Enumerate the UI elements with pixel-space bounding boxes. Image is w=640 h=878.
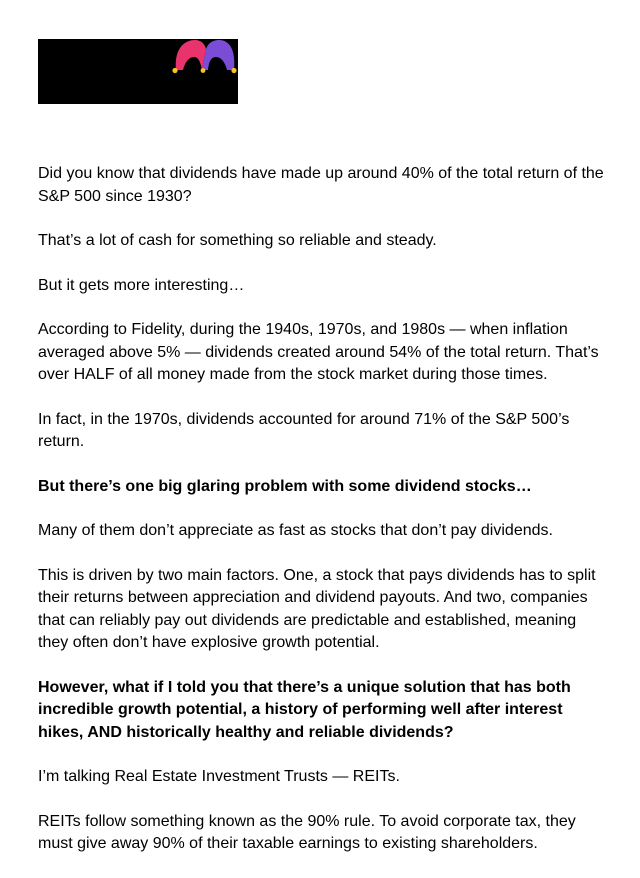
paragraph: Did you know that dividends have made up around 40% of the total return of the S&P 500 since 1930? — [38, 165, 604, 205]
bold-paragraph: However, what if I told you that there’s a unique solution that has both incredible growth potential, a history of performing well after interest hikes, AND historically healthy and reliable dividends? — [38, 678, 571, 741]
brand-logo — [38, 39, 238, 104]
paragraph: But it gets more interesting… — [38, 276, 245, 294]
jester-hat-logo-icon — [170, 39, 238, 75]
bold-paragraph: But there’s one big glaring problem with some dividend stocks… — [38, 477, 532, 495]
paragraph: This is driven by two main factors. One, a stock that pays dividends has to split their returns between appreciation and dividend payouts. And two, companies that can reliably pay out dividends are predictable and established, meaning they often don’t have explosive growth potential. — [38, 566, 596, 651]
paragraph: I’m talking Real Estate Investment Trusts — REITs. — [38, 768, 400, 785]
paragraph: That’s a lot of cash for something so reliable and steady. — [38, 232, 437, 249]
article-body — [38, 163, 604, 878]
paragraph: REITs follow something known as the 90% rule. To avoid corporate tax, they must give away 90% of their taxable earnings to existing shareholders. — [38, 812, 576, 852]
paragraph: According to Fidelity, during the 1940s, 1970s, and 1980s — when inflation averaged above 5% — dividends created around 54% of the total return. That’s over HALF of all money made from the stock market during those times. — [38, 321, 599, 383]
paragraph: In fact, in the 1970s, dividends accounted for around 71% of the S&P 500’s return. — [38, 410, 570, 450]
paragraph: Many of them don’t appreciate as fast as stocks that don’t pay dividends. — [38, 522, 553, 539]
